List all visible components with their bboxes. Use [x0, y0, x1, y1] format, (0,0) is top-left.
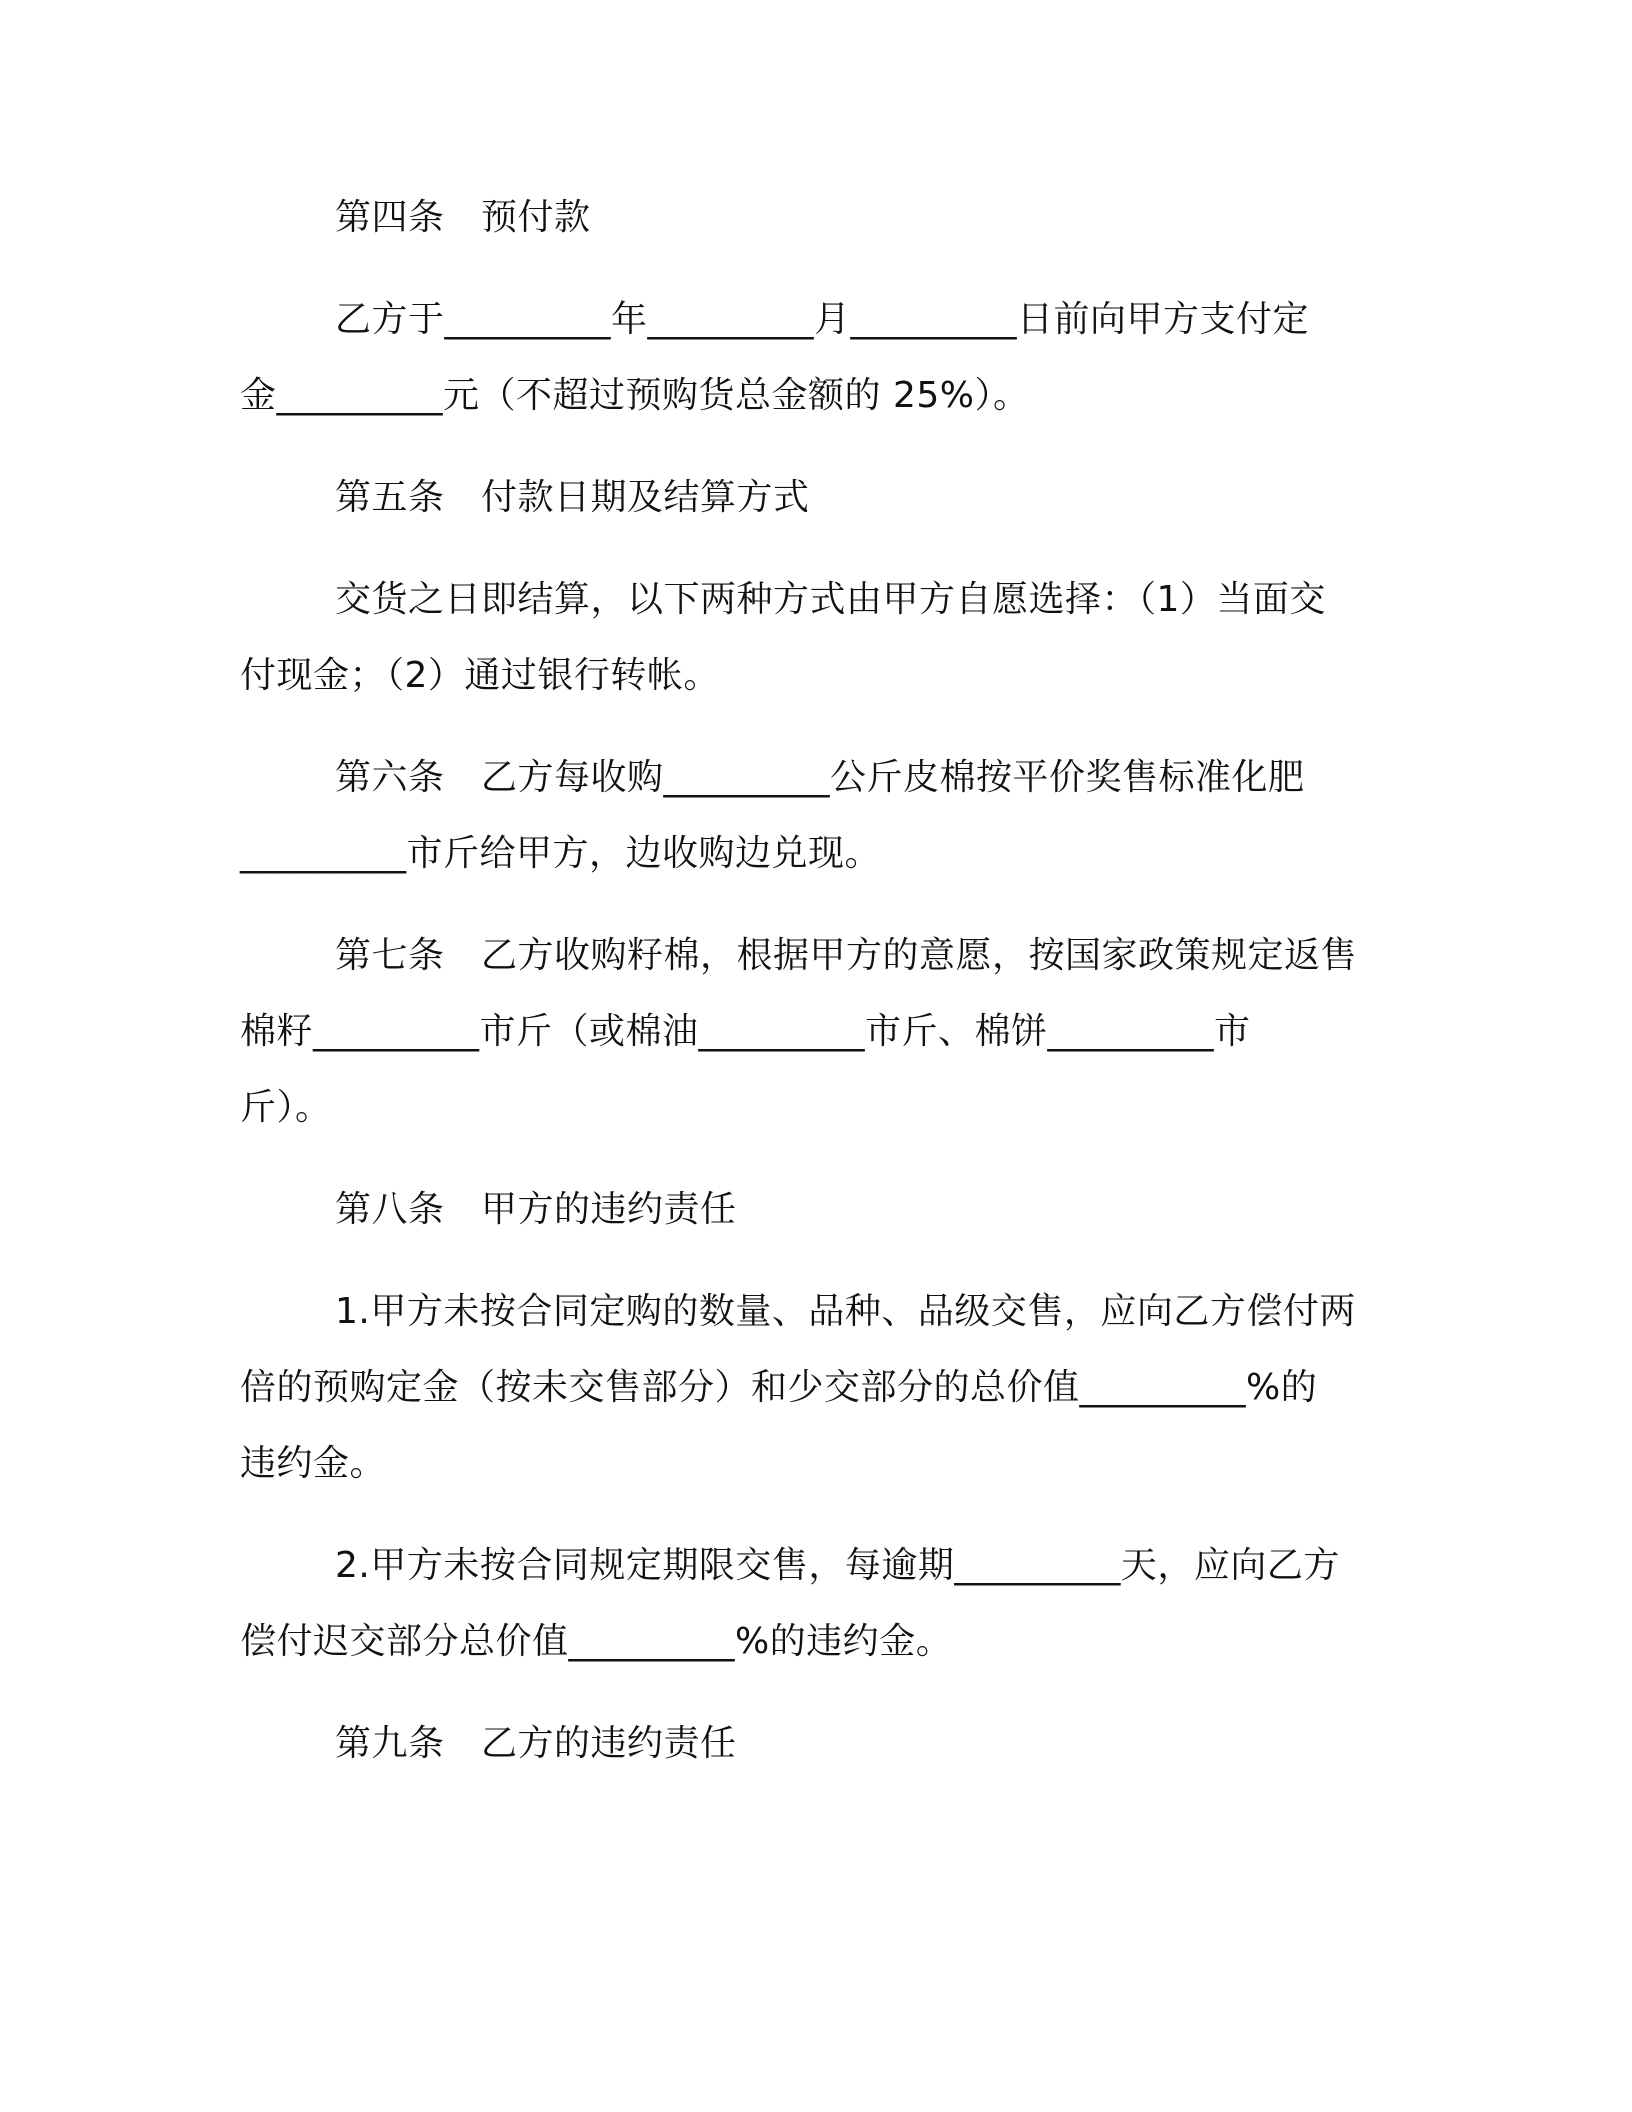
article-8-item-1-line-1: 1.甲方未按合同定购的数量、品种、品级交售，应向乙方偿付两 [335, 1291, 1356, 1332]
article-6-text-line-2: _________市斤给甲方，边收购边兑现。 [240, 833, 882, 874]
article-7-text-line-1: 第七条 乙方收购籽棉，根据甲方的意愿，按国家政策规定返售 [335, 935, 1358, 976]
article-5-heading: 第五条 付款日期及结算方式 [335, 477, 810, 518]
article-5-text-line-1: 交货之日即结算，以下两种方式由甲方自愿选择：（1）当面交 [335, 579, 1326, 620]
article-8-item-1-line-2: 倍的预购定金（按未交售部分）和少交部分的总价值_________%的 [240, 1367, 1318, 1408]
article-8-heading: 第八条 甲方的违约责任 [335, 1189, 737, 1230]
article-8-item-2-line-2: 偿付迟交部分总价值_________%的违约金。 [240, 1621, 953, 1662]
article-7-text-line-2: 棉籽_________市斤（或棉油_________市斤、棉饼_________市 [240, 1011, 1251, 1052]
article-5-text-line-2: 付现金；（2）通过银行转帐。 [240, 655, 720, 696]
article-8-item-1-line-3: 违约金。 [240, 1443, 387, 1484]
article-9-heading: 第九条 乙方的违约责任 [335, 1723, 737, 1764]
article-7-text-line-3: 斤）。 [240, 1087, 332, 1128]
article-4-text-line-1: 乙方于_________年_________月_________日前向甲方支付定 [335, 299, 1310, 340]
article-4-heading: 第四条 预付款 [335, 197, 591, 238]
article-6-text-line-1: 第六条 乙方每收购_________公斤皮棉按平价奖售标准化肥 [335, 757, 1305, 798]
article-4-text-line-2: 金_________元（不超过预购货总金额的 25%）。 [240, 375, 1030, 416]
article-8-item-2-line-1: 2.甲方未按合同规定期限交售，每逾期_________天，应向乙方 [335, 1545, 1340, 1586]
